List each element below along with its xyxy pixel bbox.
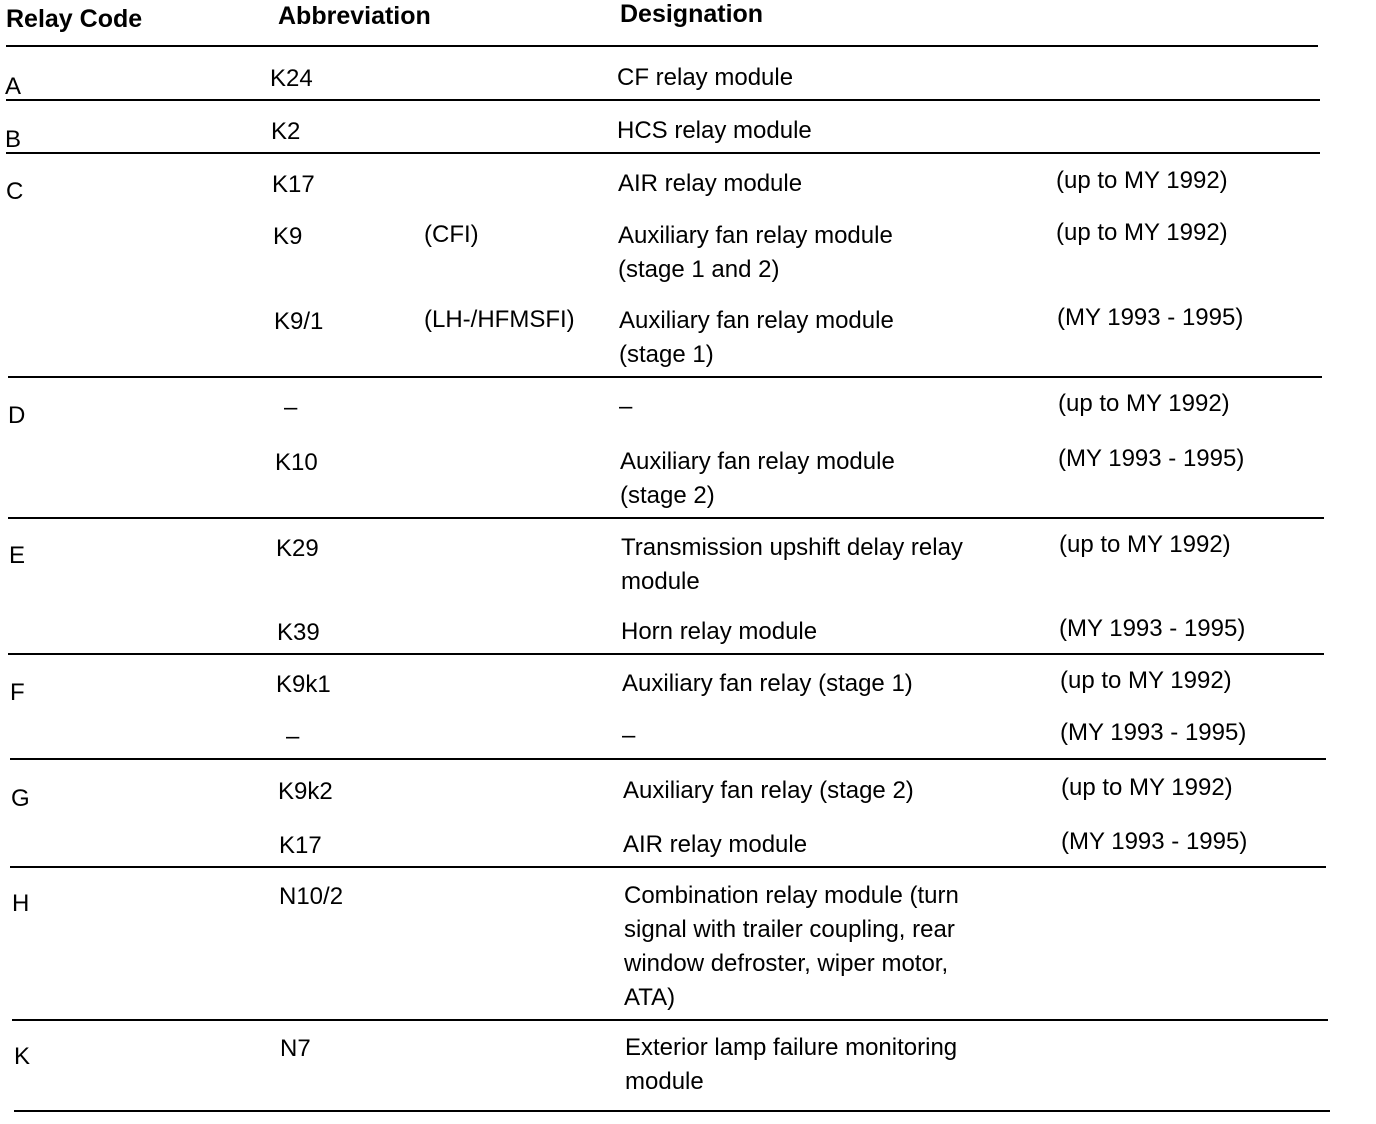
designation-line: ATA) (624, 984, 676, 1011)
abbreviation-cell: K2 (271, 118, 301, 145)
model-year-note: (up to MY 1992) (1058, 390, 1230, 417)
designation-line: Auxiliary fan relay module (620, 448, 895, 475)
row-divider (14, 1110, 1330, 1112)
designation-line: Auxiliary fan relay module (618, 222, 893, 249)
designation-cell (624, 879, 959, 1015)
variant-cell: (LH-/HFMSFI) (424, 306, 575, 333)
row-divider (8, 517, 1324, 519)
relay-code: A (5, 73, 22, 100)
abbreviation-cell: K24 (270, 65, 313, 92)
designation-cell (622, 667, 913, 701)
designation-cell (617, 61, 793, 95)
relay-code: G (11, 785, 30, 812)
designation-line: window defroster, wiper motor, (624, 950, 949, 977)
designation-line: module (625, 1068, 704, 1095)
relay-code: D (8, 402, 26, 429)
abbreviation-cell: K9/1 (274, 308, 324, 335)
abbreviation-cell: N10/2 (279, 883, 344, 910)
abbreviation-cell: K10 (275, 449, 318, 476)
designation-line: Auxiliary fan relay (stage 2) (623, 777, 914, 804)
designation-line: AIR relay module (618, 170, 803, 197)
abbreviation-cell: K17 (279, 832, 322, 859)
designation-line: AIR relay module (623, 831, 808, 858)
row-divider (8, 653, 1324, 655)
designation-cell (617, 114, 812, 148)
row-divider (6, 45, 1318, 47)
designation-line: (stage 1) (619, 341, 714, 368)
relay-code: E (9, 542, 26, 569)
model-year-note: (up to MY 1992) (1056, 167, 1228, 194)
designation-line: Horn relay module (621, 618, 818, 645)
designation-cell (618, 167, 802, 201)
designation-line: Combination relay module (turn (624, 882, 959, 909)
designation-cell (625, 1031, 957, 1099)
model-year-note: (MY 1993 - 1995) (1060, 719, 1247, 746)
designation-cell (619, 304, 894, 372)
row-divider (10, 866, 1326, 868)
variant-cell: (CFI) (424, 221, 479, 248)
relay-code: K (14, 1043, 31, 1070)
designation-cell (622, 719, 635, 753)
designation-cell (618, 219, 893, 287)
abbreviation-cell: K17 (272, 171, 315, 198)
model-year-note: (MY 1993 - 1995) (1059, 615, 1246, 642)
abbreviation-cell: K29 (276, 535, 319, 562)
relay-code: F (10, 679, 25, 706)
relay-code: H (12, 890, 30, 917)
abbreviation-cell: N7 (280, 1035, 311, 1062)
row-divider (10, 758, 1326, 760)
designation-line: Transmission upshift delay relay (621, 534, 963, 561)
row-divider (6, 152, 1320, 154)
designation-cell (619, 390, 632, 424)
header-abbreviation: Abbreviation (278, 2, 431, 30)
designation-line: signal with trailer coupling, rear (624, 916, 955, 943)
model-year-note: (MY 1993 - 1995) (1058, 445, 1245, 472)
designation-line: module (621, 568, 700, 595)
abbreviation-cell: K9k1 (276, 671, 331, 698)
model-year-note: (MY 1993 - 1995) (1057, 304, 1244, 331)
designation-line: Exterior lamp failure monitoring (625, 1034, 958, 1061)
abbreviation-cell: – (286, 723, 300, 750)
abbreviation-cell: K39 (277, 619, 320, 646)
designation-line: Auxiliary fan relay module (619, 307, 894, 334)
model-year-note: (MY 1993 - 1995) (1061, 828, 1248, 855)
relay-code: C (6, 178, 24, 205)
designation-line: Auxiliary fan relay (stage 1) (622, 670, 913, 697)
model-year-note: (up to MY 1992) (1056, 219, 1228, 246)
designation-line: CF relay module (617, 64, 794, 91)
model-year-note: (up to MY 1992) (1061, 774, 1233, 801)
row-divider (6, 99, 1320, 101)
relay-code: B (5, 126, 22, 153)
designation-line: – (622, 722, 636, 749)
designation-cell (620, 445, 895, 513)
designation-cell (621, 531, 963, 599)
designation-line: (stage 2) (620, 482, 715, 509)
designation-line: (stage 1 and 2) (618, 256, 780, 283)
header-designation: Designation (620, 0, 764, 28)
designation-line: – (619, 393, 633, 420)
row-divider (12, 1019, 1328, 1021)
designation-cell (621, 615, 817, 649)
model-year-note: (up to MY 1992) (1060, 667, 1232, 694)
abbreviation-cell: K9k2 (278, 778, 333, 805)
designation-line: HCS relay module (617, 117, 812, 144)
row-divider (8, 376, 1322, 378)
model-year-note: (up to MY 1992) (1059, 531, 1231, 558)
header-relay-code: Relay Code (6, 5, 143, 33)
designation-cell (623, 774, 914, 808)
abbreviation-cell: – (284, 394, 298, 421)
designation-cell (623, 828, 807, 862)
abbreviation-cell: K9 (273, 223, 303, 250)
